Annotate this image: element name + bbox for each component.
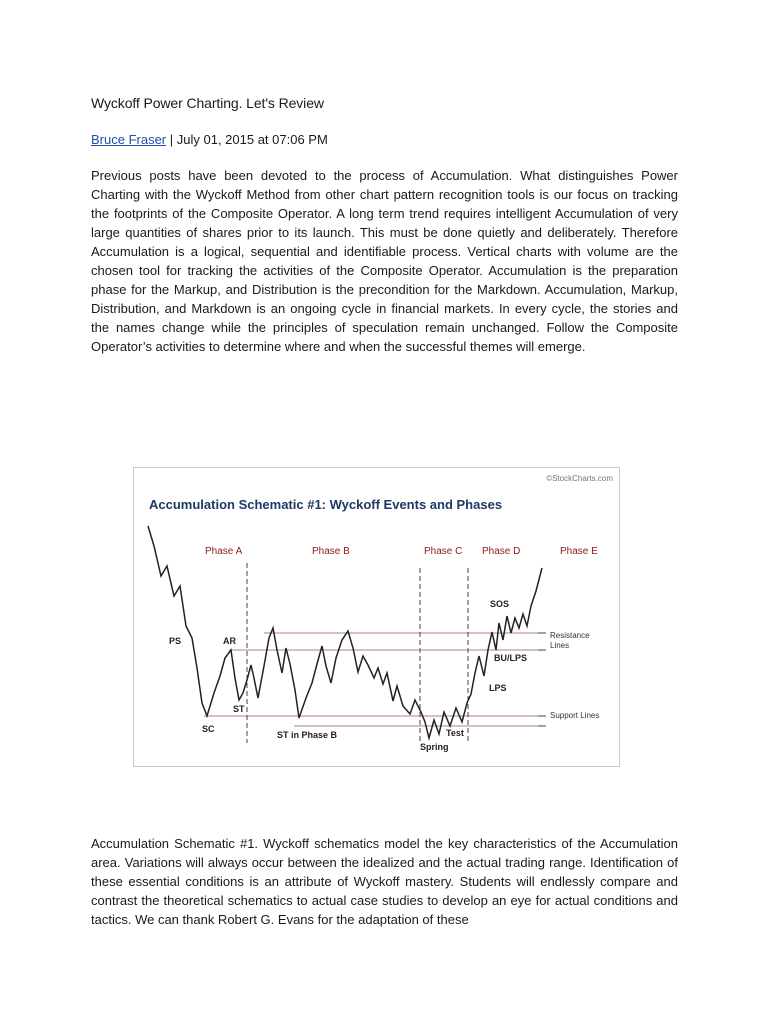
post-date: July 01, 2015 at 07:06 PM	[176, 132, 328, 147]
figure-credit: ©StockCharts.com	[546, 474, 613, 483]
support-lines-label: Support Lines	[550, 711, 600, 720]
schematic-figure	[133, 467, 620, 767]
event-spring: Spring	[420, 742, 449, 752]
event-sos: SOS	[490, 599, 510, 609]
resistance-lines-label: Resistance Lines	[550, 631, 590, 650]
event-lps: LPS	[489, 683, 507, 693]
event-bu-lps: BU/LPS	[494, 653, 528, 663]
price-path	[148, 526, 542, 738]
phase-a-label: Phase A	[205, 546, 243, 557]
event-st-phase-b: ST in Phase B	[277, 730, 338, 740]
author-link[interactable]: Bruce Fraser	[91, 132, 167, 147]
figure-title: Accumulation Schematic #1: Wyckoff Events and Phases	[149, 497, 503, 512]
phase-e-label: Phase E	[560, 546, 598, 557]
phase-d-label: Phase D	[482, 546, 521, 557]
schematic-drawing	[134, 468, 621, 768]
intro-paragraph: Previous posts have been devoted to the process of Accumulation. What distinguishes Power Charting with the Wyckoff Method from other chart pattern recognition tools is our focus on tracking the footprints of the Composite Operator. A long term trend requires intelligent Accumulation of very large quantities of shares prior to its launch. This must be done quietly and deliberately. Therefore Accumulation is a logical, sequential and identifiable process. Vertical charts with volume are the chosen tool for tracking the activities of the Composite Operator. Accumulation is the preparation phase for the Markup, and Distribution is the precondition for the Markdown. Accumulation, Markup, Distribution, and Markdown is an ongoing cycle in financial markets. In every cycle, the stories and the names change while the principles of speculation remain unchanged. Follow the Composite Operator’s activities to determine where and when the successful themes will emerge.	[91, 168, 678, 354]
byline	[91, 132, 328, 147]
phase-c-label: Phase C	[424, 546, 463, 557]
event-sc: SC	[202, 724, 215, 734]
article-title: Wyckoff Power Charting. Let's Review	[91, 95, 324, 111]
event-test: Test	[446, 728, 464, 738]
byline-separator: |	[166, 132, 177, 147]
schematic-paragraph: Accumulation Schematic #1. Wyckoff schematics model the key characteristics of the Accumulation area. Variations will always occur between the idealized and the actual trading range. Identification of these essential conditions is an attribute of Wyckoff mastery. Students will endlessly compare and contrast the theoretical schematics to actual case studies to develop an eye for actual conditions and tactics. We can thank Robert G. Evans for the adaptation of these	[91, 836, 678, 927]
phase-b-label: Phase B	[312, 546, 350, 557]
event-st: ST	[233, 704, 245, 714]
event-ar: AR	[223, 636, 236, 646]
event-ps: PS	[169, 636, 182, 646]
